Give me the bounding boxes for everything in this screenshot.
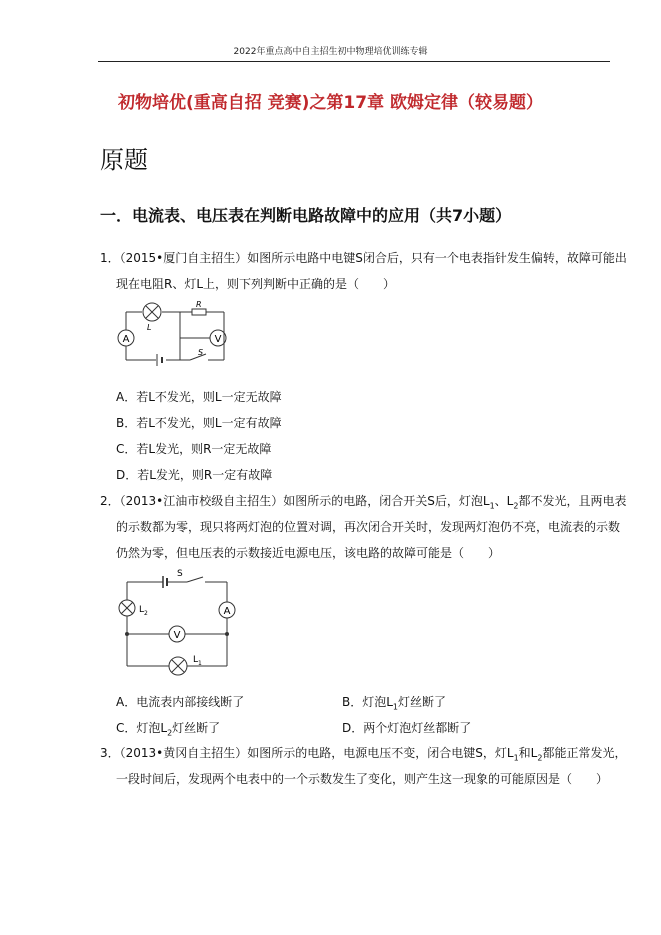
ammeter-label: A (122, 334, 130, 345)
question-2-number: 2． (100, 494, 120, 508)
question-2-line-2: 的示数都为零，现只将两灯泡的位置对调，再次闭合开关时，发现两灯泡仍不亮，电流表的示数 (116, 520, 621, 534)
lamp-label: L (147, 323, 152, 332)
voltmeter-label: V (214, 334, 222, 345)
question-1-option-c[interactable]: C．若L发光，则R一定无故障 (116, 442, 272, 456)
question-3-line-1: 3．（2013•黄冈自主招生）如图所示的电路，电源电压不变，闭合电键S，灯$L_1$和$L_2$都能正常发光， (100, 746, 627, 763)
resistor-label: R (196, 300, 202, 309)
question-2-option-b[interactable]: B．灯泡$L_1$灯丝断了 (342, 695, 447, 712)
question-2-option-a[interactable]: A．电流表内部接线断了 (116, 695, 245, 709)
document-title: 初物培优(重高自招 竞赛)之第17章 欧姆定律（较易题） (117, 93, 544, 113)
question-1-option-d[interactable]: D．若L发光，则R一定有故障 (116, 468, 273, 482)
question-1-line-1: 1．（2015•厦门自主招生）如图所示电路中电键S闭合后，只有一个电表指针发生偏转，故障可能出 (100, 251, 627, 265)
header-divider (98, 61, 610, 62)
junction-dot (225, 632, 229, 636)
question-3-line-2: 一段时间后，发现两个电表中的一个示数发生了变化，则产生这一现象的可能原因是（ ） (116, 772, 609, 786)
lamp-2-label: $L_2$ (139, 605, 148, 617)
question-2-option-c[interactable]: C．灯泡$L_2$灯丝断了 (116, 721, 221, 738)
section-heading: 原题 (100, 146, 148, 174)
lamp-1-label: $L_1$ (193, 655, 202, 667)
question-1-circuit-diagram (110, 300, 235, 375)
question-2-line-3: 仍然为零，但电压表的示数接近电源电压，该电路的故障可能是（ ） (116, 546, 501, 560)
switch-label: S (177, 569, 183, 579)
question-1-option-a[interactable]: A．若L不发光，则L一定无故障 (116, 390, 282, 404)
junction-dot (125, 632, 129, 636)
question-1-option-b[interactable]: B．若L不发光，则L一定有故障 (116, 416, 282, 430)
page-header: 2022年重点高中自主招生初中物理培优训练专辑 (233, 47, 428, 57)
subsection-heading: 一．电流表、电压表在判断电路故障中的应用（共7小题） (100, 206, 512, 225)
question-1-number: 1． (100, 251, 120, 265)
switch-label: S (198, 348, 204, 357)
question-2-circuit-diagram (115, 568, 245, 676)
ammeter-label: A (223, 606, 231, 617)
voltmeter-label: V (173, 630, 181, 641)
question-3-number: 3． (100, 746, 120, 760)
question-2-option-d[interactable]: D．两个灯泡灯丝都断了 (342, 721, 472, 735)
question-2-line-1: 2．（2013•江油市校级自主招生）如图所示的电路，闭合开关S后，灯泡$L_1$、$L_2$都不发光，且两电表 (100, 494, 627, 511)
question-1-line-2: 现在电阻R、灯L上，则下列判断中正确的是（ ） (116, 277, 396, 291)
